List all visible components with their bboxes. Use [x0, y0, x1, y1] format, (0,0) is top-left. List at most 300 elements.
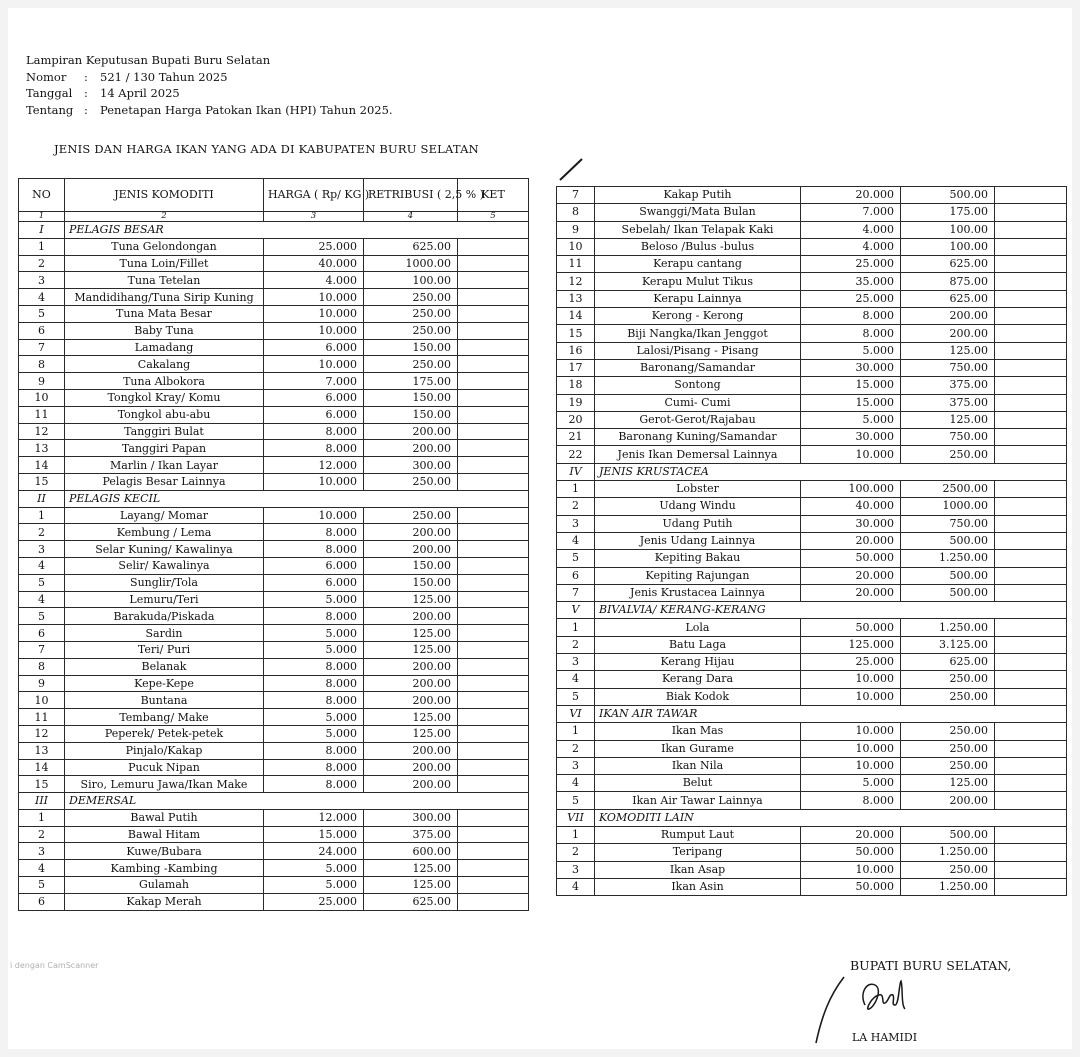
- commodity-name: Cakalang: [65, 356, 264, 373]
- table-row: [557, 688, 1067, 705]
- scanner-watermark: i dengan CamScanner: [10, 961, 99, 970]
- row-number: 4: [557, 775, 595, 792]
- signature-stroke-mark: [810, 975, 850, 1045]
- section-title: IKAN AIR TAWAR: [595, 705, 1067, 722]
- note-cell: [458, 305, 529, 322]
- row-number: 3: [19, 541, 65, 558]
- commodity-name: Tuna Gelondongan: [65, 238, 264, 255]
- retribution-cell: 200.00: [364, 692, 458, 709]
- note-cell: [995, 515, 1067, 532]
- price-cell: 8.000: [264, 541, 364, 558]
- commodity-name: Sunglir/Tola: [65, 574, 264, 591]
- row-number: 13: [19, 742, 65, 759]
- price-cell: 10.000: [264, 305, 364, 322]
- note-cell: [458, 843, 529, 860]
- row-number: 15: [19, 473, 65, 490]
- retribution-cell: 250.00: [901, 740, 995, 757]
- table-row: [557, 844, 1067, 861]
- price-cell: 10.000: [801, 671, 901, 688]
- price-cell: 10.000: [801, 757, 901, 774]
- note-cell: [458, 373, 529, 390]
- section-number: IV: [557, 463, 595, 480]
- retribution-cell: 175.00: [364, 373, 458, 390]
- commodity-name: Swanggi/Mata Bulan: [595, 204, 801, 221]
- price-cell: 40.000: [264, 255, 364, 272]
- row-number: 6: [19, 322, 65, 339]
- retribution-cell: 250.00: [364, 507, 458, 524]
- row-number: 5: [19, 608, 65, 625]
- commodity-name: Kuwe/Bubara: [65, 843, 264, 860]
- retribution-cell: 300.00: [364, 457, 458, 474]
- table-row: [557, 359, 1067, 376]
- note-cell: [458, 541, 529, 558]
- retribution-cell: 375.00: [364, 826, 458, 843]
- commodity-name: Barakuda/Piskada: [65, 608, 264, 625]
- note-cell: [458, 457, 529, 474]
- row-number: 14: [19, 759, 65, 776]
- row-number: 3: [19, 272, 65, 289]
- retribution-cell: 200.00: [364, 423, 458, 440]
- retribution-cell: 750.00: [901, 359, 995, 376]
- commodity-name: Kerapu Mulut Tikus: [595, 273, 801, 290]
- retribution-cell: 200.00: [901, 308, 995, 325]
- row-number: 16: [557, 342, 595, 359]
- table-row: [19, 675, 529, 692]
- note-cell: [995, 688, 1067, 705]
- price-cell: 8.000: [264, 423, 364, 440]
- commodity-name: Ikan Asap: [595, 861, 801, 878]
- table-row: [19, 658, 529, 675]
- table-row: [19, 423, 529, 440]
- table-row: [557, 584, 1067, 601]
- commodity-name: Tuna Mata Besar: [65, 305, 264, 322]
- price-cell: 50.000: [801, 550, 901, 567]
- row-number: 4: [19, 591, 65, 608]
- table-row: [557, 619, 1067, 636]
- price-cell: 20.000: [801, 187, 901, 204]
- price-cell: 5.000: [801, 342, 901, 359]
- note-cell: [995, 394, 1067, 411]
- table-row: [19, 877, 529, 894]
- row-number: 2: [557, 740, 595, 757]
- price-cell: 5.000: [264, 625, 364, 642]
- retribution-cell: 200.00: [364, 742, 458, 759]
- table-row: [19, 574, 529, 591]
- row-number: 4: [557, 878, 595, 895]
- retribution-cell: 250.00: [364, 289, 458, 306]
- table-row: [19, 826, 529, 843]
- note-cell: [995, 446, 1067, 463]
- row-number: 4: [557, 671, 595, 688]
- row-number: 10: [557, 238, 595, 255]
- header-field-nomor: Nomor : 521 / 130 Tahun 2025: [26, 69, 228, 84]
- price-cell: 50.000: [801, 878, 901, 895]
- row-number: 13: [557, 290, 595, 307]
- row-number: 1: [19, 507, 65, 524]
- document-title: JENIS DAN HARGA IKAN YANG ADA DI KABUPATEN BURU SELATAN: [54, 142, 479, 156]
- price-cell: 4.000: [801, 221, 901, 238]
- commodity-name: Baronang/Samandar: [595, 359, 801, 376]
- section-number: II: [19, 490, 65, 507]
- retribution-cell: 500.00: [901, 826, 995, 843]
- commodity-name: Peperek/ Petek-petek: [65, 725, 264, 742]
- retribution-cell: 500.00: [901, 187, 995, 204]
- header-title: Lampiran Keputusan Bupati Buru Selatan: [26, 53, 271, 67]
- table-row: [19, 305, 529, 322]
- row-number: 7: [557, 187, 595, 204]
- retribution-cell: 100.00: [364, 272, 458, 289]
- note-cell: [995, 584, 1067, 601]
- column-header-no: NO: [19, 179, 65, 212]
- commodity-name: Tanggiri Bulat: [65, 423, 264, 440]
- price-cell: 8.000: [264, 742, 364, 759]
- price-cell: 50.000: [801, 619, 901, 636]
- price-cell: 10.000: [801, 723, 901, 740]
- note-cell: [458, 625, 529, 642]
- price-cell: 10.000: [264, 473, 364, 490]
- row-number: 3: [557, 654, 595, 671]
- retribution-cell: 875.00: [901, 273, 995, 290]
- table-row: [19, 289, 529, 306]
- section-title: JENIS KRUSTACEA: [595, 463, 1067, 480]
- row-number: 7: [19, 641, 65, 658]
- retribution-cell: 125.00: [364, 725, 458, 742]
- retribution-cell: 500.00: [901, 567, 995, 584]
- commodity-name: Lalosi/Pisang - Pisang: [595, 342, 801, 359]
- note-cell: [458, 238, 529, 255]
- table-row: [557, 654, 1067, 671]
- commodity-name: Kembung / Lema: [65, 524, 264, 541]
- note-cell: [995, 377, 1067, 394]
- commodity-name: Tuna Tetelan: [65, 272, 264, 289]
- row-number: 1: [19, 238, 65, 255]
- retribution-cell: 100.00: [901, 238, 995, 255]
- price-cell: 15.000: [264, 826, 364, 843]
- price-cell: 125.000: [801, 636, 901, 653]
- note-cell: [458, 406, 529, 423]
- header-field-tanggal: Tanggal : 14 April 2025: [26, 86, 180, 100]
- commodity-name: Pinjalo/Kakap: [65, 742, 264, 759]
- price-table-left: [18, 178, 528, 911]
- commodity-name: Tuna Albokora: [65, 373, 264, 390]
- note-cell: [995, 411, 1067, 428]
- price-table-right: [556, 186, 1066, 896]
- row-number: 6: [19, 625, 65, 642]
- row-number: 5: [19, 305, 65, 322]
- retribution-cell: 150.00: [364, 557, 458, 574]
- commodity-name: Lobster: [595, 481, 801, 498]
- note-cell: [995, 256, 1067, 273]
- retribution-cell: 125.00: [364, 641, 458, 658]
- row-number: 2: [557, 844, 595, 861]
- section-number: VI: [557, 705, 595, 722]
- price-cell: 10.000: [264, 322, 364, 339]
- row-number: 6: [557, 567, 595, 584]
- table-row: [557, 775, 1067, 792]
- section-number: III: [19, 793, 65, 810]
- price-cell: 8.000: [264, 440, 364, 457]
- row-number: 2: [557, 498, 595, 515]
- row-number: 14: [19, 457, 65, 474]
- table-row: [557, 238, 1067, 255]
- row-number: 11: [557, 256, 595, 273]
- row-number: 4: [19, 860, 65, 877]
- price-cell: 8.000: [264, 776, 364, 793]
- commodity-name: Kambing -Kambing: [65, 860, 264, 877]
- table-row: [557, 446, 1067, 463]
- table-row: [19, 759, 529, 776]
- section-number: I: [19, 222, 65, 239]
- commodity-name: Tongkol abu-abu: [65, 406, 264, 423]
- retribution-cell: 625.00: [364, 893, 458, 910]
- retribution-cell: 200.00: [364, 658, 458, 675]
- price-cell: 25.000: [801, 256, 901, 273]
- retribution-cell: 750.00: [901, 429, 995, 446]
- table-row: [557, 757, 1067, 774]
- commodity-name: Biak Kodok: [595, 688, 801, 705]
- commodity-name: Tembang/ Make: [65, 709, 264, 726]
- retribution-cell: 250.00: [901, 861, 995, 878]
- row-number: 12: [19, 423, 65, 440]
- note-cell: [995, 273, 1067, 290]
- commodity-name: Layang/ Momar: [65, 507, 264, 524]
- price-cell: 40.000: [801, 498, 901, 515]
- row-number: 20: [557, 411, 595, 428]
- retribution-cell: 200.00: [901, 792, 995, 809]
- note-cell: [458, 591, 529, 608]
- row-number: 8: [19, 658, 65, 675]
- note-cell: [458, 255, 529, 272]
- note-cell: [458, 339, 529, 356]
- price-cell: 10.000: [264, 507, 364, 524]
- commodity-name: Lemuru/Teri: [65, 591, 264, 608]
- commodity-name: Ikan Gurame: [595, 740, 801, 757]
- table-row: [19, 272, 529, 289]
- section-title: BIVALVIA/ KERANG-KERANG: [595, 602, 1067, 619]
- note-cell: [458, 725, 529, 742]
- table-row: [557, 290, 1067, 307]
- section-header-row: [19, 793, 529, 810]
- commodity-name: Lamadang: [65, 339, 264, 356]
- section-header-row: [557, 809, 1067, 826]
- retribution-cell: 1000.00: [364, 255, 458, 272]
- table-row: [19, 742, 529, 759]
- row-number: 21: [557, 429, 595, 446]
- table-row: [19, 389, 529, 406]
- row-number: 19: [557, 394, 595, 411]
- price-cell: 20.000: [801, 567, 901, 584]
- table-row: [557, 636, 1067, 653]
- price-cell: 35.000: [801, 273, 901, 290]
- commodity-name: Rumput Laut: [595, 826, 801, 843]
- row-number: 18: [557, 377, 595, 394]
- table-row: [19, 776, 529, 793]
- commodity-name: Jenis Udang Lainnya: [595, 532, 801, 549]
- table-row: [557, 342, 1067, 359]
- retribution-cell: 500.00: [901, 584, 995, 601]
- row-number: 11: [19, 709, 65, 726]
- table-row: [19, 457, 529, 474]
- table-row: [19, 725, 529, 742]
- row-number: 14: [557, 308, 595, 325]
- price-cell: 25.000: [264, 238, 364, 255]
- table-row: [19, 809, 529, 826]
- retribution-cell: 625.00: [901, 290, 995, 307]
- price-cell: 10.000: [801, 861, 901, 878]
- retribution-cell: 200.00: [364, 776, 458, 793]
- note-cell: [458, 742, 529, 759]
- commodity-name: Baronang Kuning/Samandar: [595, 429, 801, 446]
- retribution-cell: 1.250.00: [901, 878, 995, 895]
- row-number: 22: [557, 446, 595, 463]
- note-cell: [458, 709, 529, 726]
- commodity-name: Kerong - Kerong: [595, 308, 801, 325]
- retribution-cell: 100.00: [901, 221, 995, 238]
- note-cell: [458, 356, 529, 373]
- price-cell: 10.000: [801, 446, 901, 463]
- note-cell: [995, 861, 1067, 878]
- note-cell: [458, 440, 529, 457]
- row-number: 1: [557, 723, 595, 740]
- table-row: [557, 273, 1067, 290]
- row-number: 6: [19, 893, 65, 910]
- retribution-cell: 150.00: [364, 389, 458, 406]
- commodity-name: Tuna Loin/Fillet: [65, 255, 264, 272]
- price-cell: 10.000: [801, 688, 901, 705]
- note-cell: [995, 429, 1067, 446]
- table-row: [19, 473, 529, 490]
- note-cell: [458, 608, 529, 625]
- note-cell: [995, 187, 1067, 204]
- row-number: 10: [19, 389, 65, 406]
- note-cell: [458, 877, 529, 894]
- commodity-name: Kerang Hijau: [595, 654, 801, 671]
- note-cell: [995, 671, 1067, 688]
- price-cell: 5.000: [264, 860, 364, 877]
- table-row: [19, 356, 529, 373]
- retribution-cell: 150.00: [364, 574, 458, 591]
- retribution-cell: 3.125.00: [901, 636, 995, 653]
- row-number: 5: [557, 792, 595, 809]
- commodity-name: Kakap Merah: [65, 893, 264, 910]
- table-row: [557, 481, 1067, 498]
- commodity-name: Pucuk Nipan: [65, 759, 264, 776]
- note-cell: [995, 654, 1067, 671]
- commodity-name: Jenis Ikan Demersal Lainnya: [595, 446, 801, 463]
- commodity-name: Teripang: [595, 844, 801, 861]
- row-number: 11: [19, 406, 65, 423]
- commodity-name: Sebelah/ Ikan Telapak Kaki: [595, 221, 801, 238]
- signatory-name: LA HAMIDI: [852, 1031, 918, 1044]
- table-header-row: [19, 179, 529, 212]
- row-number: 5: [19, 574, 65, 591]
- row-number: 9: [19, 675, 65, 692]
- table-row: [19, 893, 529, 910]
- price-cell: 5.000: [801, 411, 901, 428]
- price-cell: 4.000: [264, 272, 364, 289]
- commodity-name: Selar Kuning/ Kawalinya: [65, 541, 264, 558]
- price-cell: 8.000: [264, 608, 364, 625]
- table-row: [557, 826, 1067, 843]
- row-number: 4: [19, 289, 65, 306]
- commodity-name: Lola: [595, 619, 801, 636]
- price-cell: 8.000: [801, 792, 901, 809]
- price-cell: 8.000: [264, 692, 364, 709]
- note-cell: [995, 498, 1067, 515]
- row-number: 5: [557, 688, 595, 705]
- retribution-cell: 125.00: [364, 860, 458, 877]
- table-row: [557, 861, 1067, 878]
- note-cell: [995, 636, 1067, 653]
- note-cell: [458, 473, 529, 490]
- note-cell: [458, 423, 529, 440]
- retribution-cell: 1.250.00: [901, 619, 995, 636]
- table-row: [557, 411, 1067, 428]
- note-cell: [458, 524, 529, 541]
- price-cell: 5.000: [264, 709, 364, 726]
- section-header-row: [19, 490, 529, 507]
- commodity-name: Beloso /Bulus -bulus: [595, 238, 801, 255]
- row-number: 1: [557, 826, 595, 843]
- commodity-name: Gerot-Gerot/Rajabau: [595, 411, 801, 428]
- price-cell: 10.000: [801, 740, 901, 757]
- section-title: PELAGIS BESAR: [65, 222, 529, 239]
- table-row: [19, 860, 529, 877]
- table-row: [19, 524, 529, 541]
- note-cell: [995, 844, 1067, 861]
- retribution-cell: 150.00: [364, 406, 458, 423]
- table-row: [557, 515, 1067, 532]
- commodity-name: Ikan Mas: [595, 723, 801, 740]
- price-cell: 8.000: [264, 524, 364, 541]
- price-cell: 30.000: [801, 429, 901, 446]
- section-header-row: [557, 705, 1067, 722]
- retribution-cell: 125.00: [364, 625, 458, 642]
- commodity-name: Tongkol Kray/ Komu: [65, 389, 264, 406]
- row-number: 4: [557, 532, 595, 549]
- commodity-name: Ikan Asin: [595, 878, 801, 895]
- retribution-cell: 750.00: [901, 515, 995, 532]
- note-cell: [458, 507, 529, 524]
- retribution-cell: 150.00: [364, 339, 458, 356]
- table-row: [19, 406, 529, 423]
- row-number: 2: [557, 636, 595, 653]
- note-cell: [458, 809, 529, 826]
- note-cell: [458, 675, 529, 692]
- note-cell: [995, 532, 1067, 549]
- row-number: 3: [557, 757, 595, 774]
- row-number: 2: [19, 255, 65, 272]
- price-cell: 7.000: [801, 204, 901, 221]
- price-cell: 8.000: [264, 759, 364, 776]
- price-cell: 20.000: [801, 584, 901, 601]
- price-cell: 8.000: [264, 675, 364, 692]
- note-cell: [995, 723, 1067, 740]
- note-cell: [458, 893, 529, 910]
- commodity-name: Udang Windu: [595, 498, 801, 515]
- commodity-name: Mandidihang/Tuna Sirip Kuning: [65, 289, 264, 306]
- row-number: 7: [557, 584, 595, 601]
- table-row: [557, 532, 1067, 549]
- retribution-cell: 500.00: [901, 532, 995, 549]
- retribution-cell: 1000.00: [901, 498, 995, 515]
- document-header: [26, 52, 393, 118]
- note-cell: [995, 619, 1067, 636]
- price-cell: 6.000: [264, 339, 364, 356]
- price-cell: 7.000: [264, 373, 364, 390]
- commodity-name: Cumi- Cumi: [595, 394, 801, 411]
- commodity-name: Biji Nangka/Ikan Jenggot: [595, 325, 801, 342]
